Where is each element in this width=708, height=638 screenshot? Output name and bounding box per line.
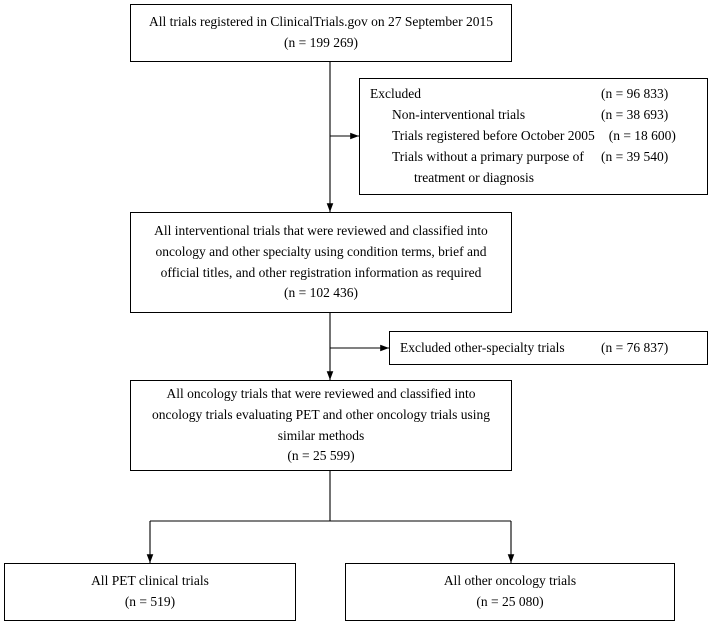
excluded-item-label: Non-interventional trials — [392, 107, 526, 123]
node-line: (n = 199 269) — [284, 35, 358, 50]
excluded-heading-count: (n = 96 833) — [601, 86, 669, 102]
node-pet-clinical-trials — [4, 563, 296, 621]
node-other-oncology-trials — [345, 563, 675, 621]
node-line: All interventional trials that were reviewed and classified into — [154, 222, 488, 238]
excluded-other-label: Excluded other-specialty trials — [400, 339, 565, 355]
node-all-interventional-trials — [130, 212, 512, 313]
node-excluded-criteria — [359, 78, 708, 195]
excluded-heading: Excluded — [370, 86, 421, 102]
node-line: official titles, and other registration information as required — [160, 264, 482, 280]
node-line: oncology and other specialty using condition terms, brief and — [155, 243, 487, 259]
excluded-item-row — [370, 147, 697, 168]
node-line: oncology trials evaluating PET and other oncology trials using — [152, 406, 490, 422]
excluded-other-row — [400, 338, 697, 359]
excluded-other-count: (n = 76 837) — [601, 339, 669, 355]
excluded-item-label: Trials registered before October 2005 — [392, 128, 595, 144]
excluded-item-count: (n = 39 540) — [601, 148, 669, 164]
node-line: All trials registered in ClinicalTrials.gov on 27 September 2015 — [148, 14, 494, 30]
excluded-item-row — [370, 126, 697, 147]
excluded-item-count: (n = 38 693) — [601, 107, 669, 123]
excluded-item-continuation: treatment or diagnosis — [414, 169, 534, 185]
node-line: All PET clinical trials — [91, 573, 209, 589]
node-all-registered-trials — [130, 4, 512, 62]
excluded-item-count: (n = 18 600) — [608, 128, 676, 144]
node-line: All other oncology trials — [443, 573, 577, 589]
node-line: (n = 102 436) — [284, 285, 358, 301]
node-line: All oncology trials that were reviewed and classified into — [166, 385, 476, 401]
node-line: (n = 25 080) — [476, 594, 544, 609]
node-all-oncology-trials — [130, 380, 512, 471]
node-line: (n = 519) — [124, 594, 176, 609]
excluded-heading-row — [370, 84, 697, 105]
excluded-item-row — [370, 105, 697, 126]
node-line: similar methods — [277, 427, 365, 443]
node-line: (n = 25 599) — [287, 448, 355, 464]
node-excluded-other-specialty — [389, 331, 708, 365]
excluded-item-label: Trials without a primary purpose of — [392, 148, 584, 164]
